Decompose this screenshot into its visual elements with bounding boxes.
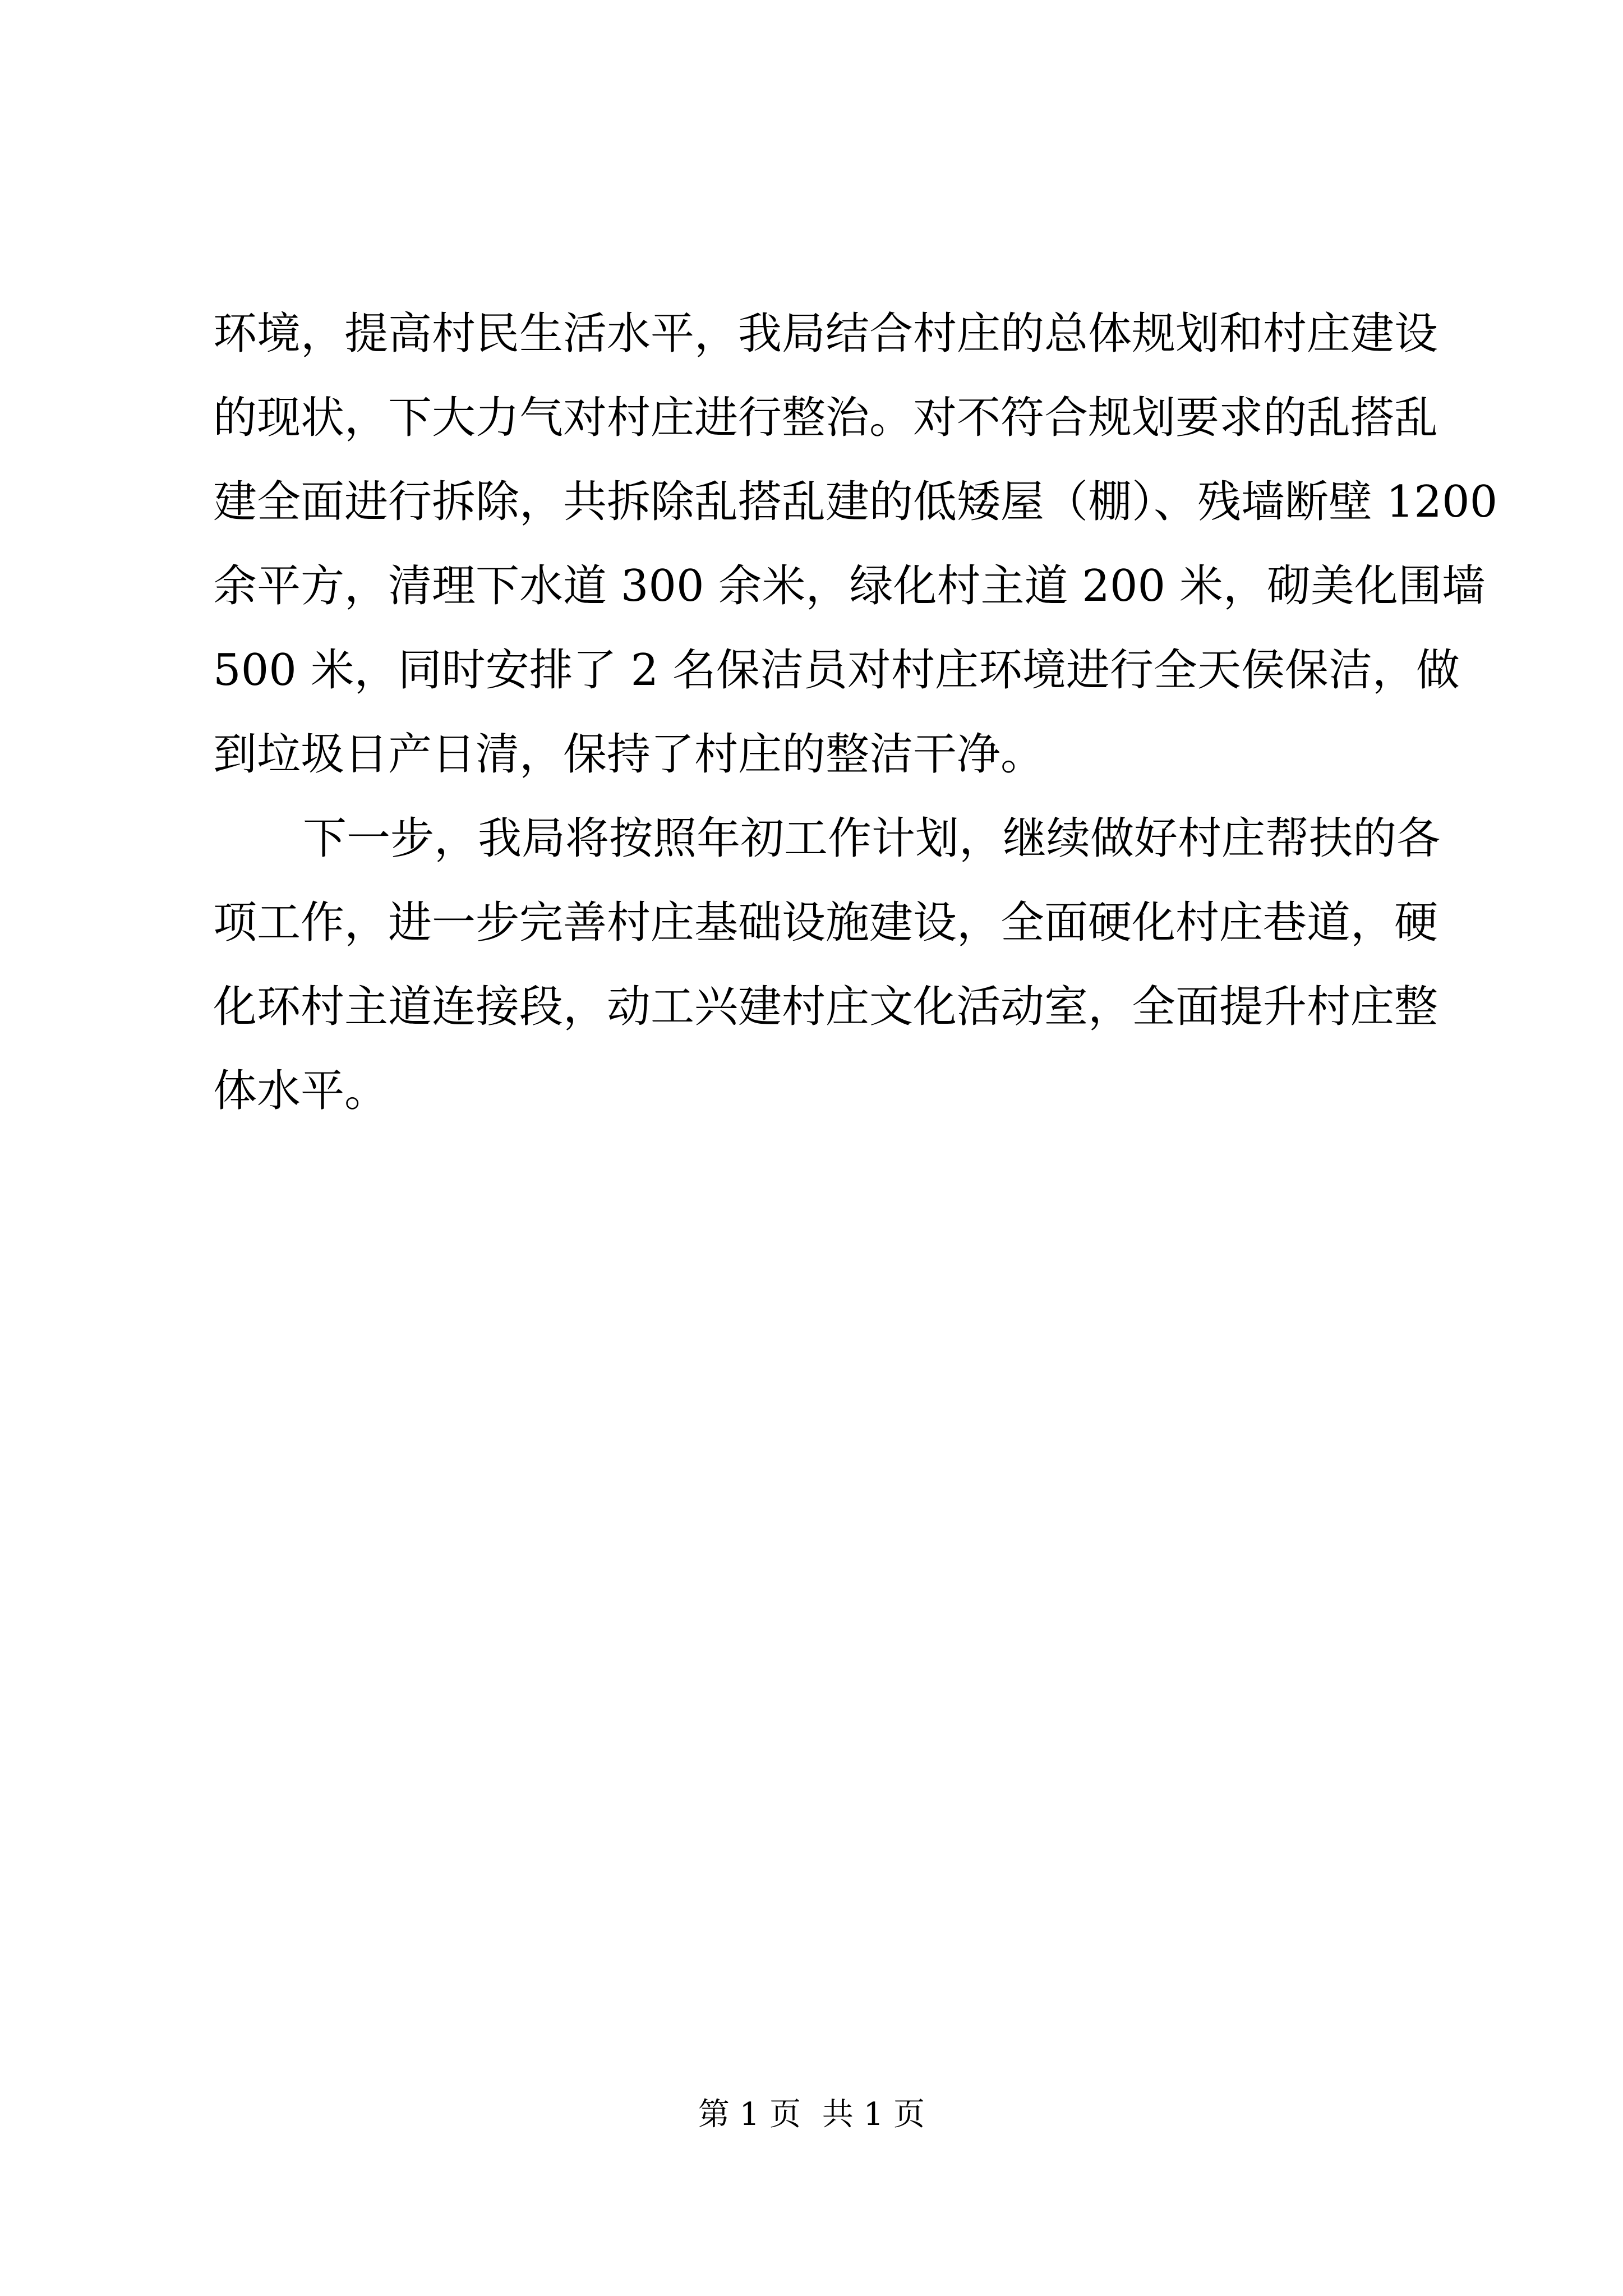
paragraph-2: [213, 797, 1441, 1133]
paragraph-2-line-2: 项工作，进一步完善村庄基础设施建设，全面硬化村庄巷道，硬: [213, 898, 1438, 948]
paragraph-1: [213, 292, 1498, 797]
paragraph-1-line-5: 500 米，同时安排了 2 名保洁员对村庄环境进行全天侯保洁，做: [213, 645, 1460, 696]
paragraph-2-line-1: 下一步，我局将按照年初工作计划，继续做好村庄帮扶的各: [303, 813, 1441, 864]
page-number-current: 第 1 页: [698, 2096, 801, 2133]
document-body: [213, 292, 1498, 1133]
paragraph-2-line-3: 化环村主道连接段，动工兴建村庄文化活动室，全面提升村庄整: [213, 982, 1438, 1032]
paragraph-1-line-6: 到垃圾日产日清，保持了村庄的整洁干净。: [213, 729, 1045, 780]
paragraph-2-line-4: 体水平。: [213, 1066, 389, 1116]
paragraph-1-line-3: 建全面进行拆除，共拆除乱搭乱建的低矮屋（棚）、残墙断壁 1200: [213, 477, 1498, 527]
page-number-total: 共 1 页: [822, 2096, 925, 2133]
page-footer: [0, 2092, 1623, 2137]
paragraph-1-line-4: 余平方，清理下水道 300 余米，绿化村主道 200 米，砌美化围墙: [213, 561, 1486, 611]
paragraph-1-line-1: 环境，提高村民生活水平，我局结合村庄的总体规划和村庄建设: [213, 309, 1438, 359]
paragraph-1-line-2: 的现状，下大力气对村庄进行整治。对不符合规划要求的乱搭乱: [213, 393, 1438, 443]
